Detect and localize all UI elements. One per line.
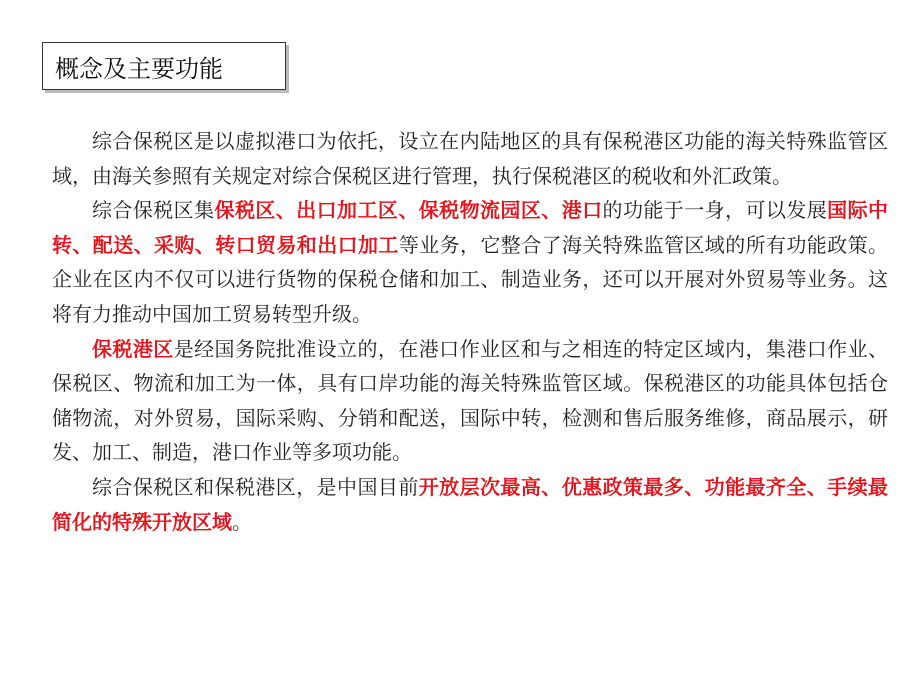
paragraph-3 — [52, 332, 888, 470]
content-body — [52, 124, 888, 539]
paragraph-segment: 综合保税区是以虚拟港口为依托，设立在内陆地区的具有保税港区功能的海关特殊监管区域，由海关参照有关规定对综合保税区进行管理，执行保税港区的税收和外汇政策。 — [52, 129, 888, 188]
paragraph-4 — [52, 470, 888, 539]
paragraph-segment: 综合保税区集 — [92, 198, 215, 223]
highlight-text: 开放层次最高、优惠政策最多、功能最齐全、手续最简化的特殊开放区域 — [52, 474, 889, 534]
paragraph-1 — [52, 124, 888, 193]
paragraph-segment: 是经国务院批准设立的，在港口作业区和与之相连的特定区域内，集港口作业、保税区、物流和加工为一体，具有口岸功能的海关特殊监管区域。保税港区的功能具体包括仓储物流，对外贸易，国际采购、分销和配送，国际中转，检测和售后服务维修，商品展示，研发、加工、制造，港口作业等多项功能。 — [52, 336, 889, 465]
highlight-text: 保税区、出口加工区、保税物流园区、港口 — [214, 198, 603, 223]
paragraph-segment: 的功能于一身，可以发展 — [602, 198, 828, 223]
highlight-text: 保税港区 — [92, 336, 174, 361]
paragraph-2 — [52, 193, 888, 331]
paragraph-segment: 。 — [232, 509, 252, 534]
paragraph-segment: 综合保税区和保税港区，是中国目前 — [92, 474, 419, 499]
title-box — [42, 42, 286, 90]
page-title: 概念及主要功能 — [55, 54, 223, 83]
paragraph-segment: 等业务，它整合了海关特殊监管区域的所有功能政策。企业在区内不仅可以进行货物的保税仓储和加工、制造业务，还可以开展对外贸易等业务。这将有力推动中国加工贸易转型升级。 — [52, 232, 889, 326]
highlight-text: 国际中转、配送、采购、转口贸易和出口加工 — [52, 198, 889, 257]
